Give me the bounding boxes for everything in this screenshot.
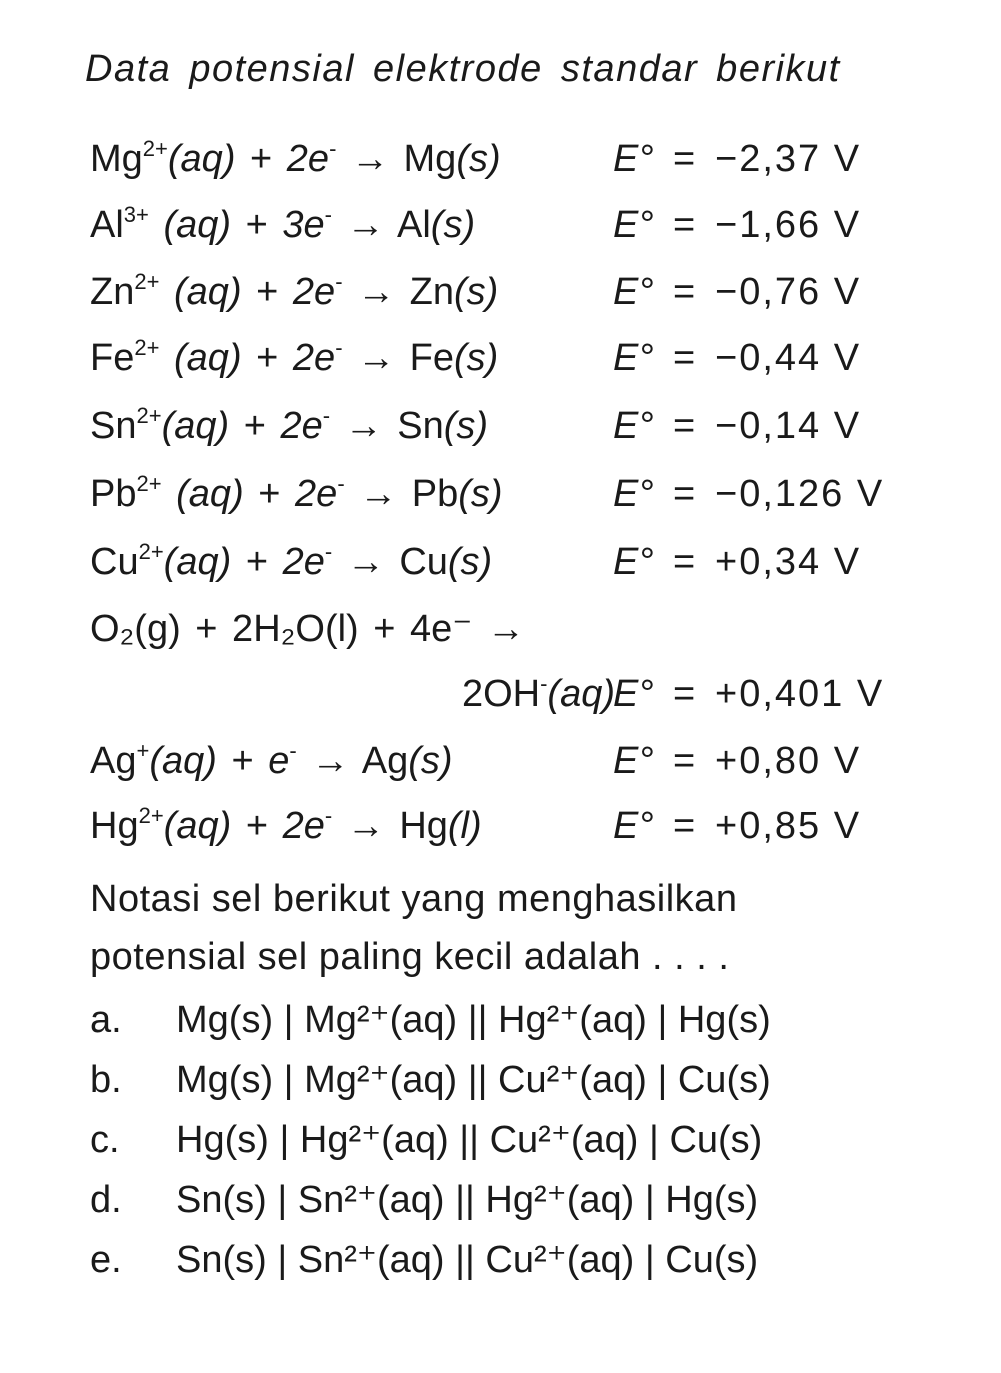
e0-symbol: E° bbox=[613, 271, 654, 313]
half-reaction: $Mg^{2+}(aq) + 2e^- \to Mg(s)$ bbox=[90, 136, 501, 180]
reaction-row-al bbox=[90, 197, 970, 253]
potential-value: +0,85 V bbox=[715, 805, 862, 847]
potential-value: −0,76 V bbox=[715, 271, 862, 313]
half-reaction-part2: 2OH-(aq) bbox=[461, 671, 615, 715]
reaction-row-mg bbox=[90, 131, 970, 187]
potential-value: −0,126 V bbox=[715, 473, 885, 515]
cell-notation: Hg(s) | Hg²⁺(aq) || Cu²⁺(aq) | Cu(s) bbox=[176, 1119, 763, 1161]
e0-symbol: E° bbox=[613, 405, 654, 447]
potential-value: −1,66 V bbox=[715, 204, 862, 246]
e0-symbol: E° bbox=[613, 473, 654, 515]
half-reaction: $Cu^{2+}(aq) + 2e^- \to Cu(s)$ bbox=[90, 539, 493, 583]
cell-notation: Sn(s) | Sn²⁺(aq) || Hg²⁺(aq) | Hg(s) bbox=[176, 1179, 759, 1221]
reaction-row-o2-line1 bbox=[90, 601, 970, 657]
equals-sign: = bbox=[673, 541, 696, 583]
option-e[interactable] bbox=[90, 1230, 950, 1290]
option-a[interactable] bbox=[90, 990, 950, 1050]
page-title: Data potensial elektrode standar berikut bbox=[85, 48, 841, 90]
potential-value: −0,44 V bbox=[715, 337, 862, 379]
half-reaction: $Hg^{2+}(aq) + 2e^- \to Hg(l)$ bbox=[90, 803, 482, 847]
equals-sign: = bbox=[673, 805, 696, 847]
half-reaction: Ag+(aq) + e- → Ag(s) bbox=[90, 738, 453, 782]
cell-notation: Mg(s) | Mg²⁺(aq) || Hg²⁺(aq) | Hg(s) bbox=[176, 999, 771, 1041]
equals-sign: = bbox=[673, 271, 696, 313]
reaction-row-hg bbox=[90, 798, 970, 854]
equals-sign: = bbox=[673, 204, 696, 246]
option-letter: a. bbox=[90, 999, 122, 1041]
potential-value: +0,401 V bbox=[715, 673, 885, 715]
e0-symbol: E° bbox=[613, 740, 654, 782]
equals-sign: = bbox=[673, 337, 696, 379]
potential-value: −0,14 V bbox=[715, 405, 862, 447]
reaction-row-zn bbox=[90, 264, 970, 320]
e0-symbol: E° bbox=[613, 337, 654, 379]
equals-sign: = bbox=[673, 405, 696, 447]
option-c[interactable] bbox=[90, 1110, 950, 1170]
half-reaction: $Pb^{2+}$ (aq) + 2e- → Pb(s) bbox=[90, 471, 503, 515]
half-reaction: $Sn^{2+}(aq) + 2e^- \to Sn(s)$ bbox=[90, 403, 489, 447]
equals-sign: = bbox=[673, 473, 696, 515]
option-letter: e. bbox=[90, 1239, 122, 1281]
e0-symbol: E° bbox=[613, 673, 654, 715]
option-d[interactable] bbox=[90, 1170, 950, 1230]
half-reaction: $Fe^{2+}$ (aq) + 2e- → Fe(s) bbox=[90, 335, 499, 379]
half-reaction: $Zn^{2+}$ (aq) + 2e- → Zn(s) bbox=[90, 269, 499, 313]
option-letter: d. bbox=[90, 1179, 122, 1221]
cell-notation: Sn(s) | Sn²⁺(aq) || Cu²⁺(aq) | Cu(s) bbox=[176, 1239, 759, 1281]
e0-symbol: E° bbox=[613, 138, 654, 180]
question-text: Notasi sel berikut yang menghasilkan potensial sel paling kecil adalah . . . . bbox=[90, 878, 738, 978]
reaction-row-pb bbox=[90, 466, 970, 522]
potential-value: +0,80 V bbox=[715, 740, 862, 782]
equals-sign: = bbox=[673, 740, 696, 782]
reaction-row-o2-line2 bbox=[90, 666, 970, 722]
e0-symbol: E° bbox=[613, 805, 654, 847]
half-reaction: $Al^{3+}$ (aq) + 3e- → Al(s) bbox=[90, 202, 476, 246]
reaction-row-ag bbox=[90, 733, 970, 789]
equals-sign: = bbox=[673, 138, 696, 180]
potential-value: −2,37 V bbox=[715, 138, 862, 180]
reaction-row-fe bbox=[90, 330, 970, 386]
reaction-row-cu bbox=[90, 534, 970, 590]
reaction-row-sn bbox=[90, 398, 970, 454]
e0-symbol: E° bbox=[613, 204, 654, 246]
option-letter: b. bbox=[90, 1059, 122, 1101]
e0-symbol: E° bbox=[613, 541, 654, 583]
potential-value: +0,34 V bbox=[715, 541, 862, 583]
option-letter: c. bbox=[90, 1119, 120, 1161]
option-b[interactable] bbox=[90, 1050, 950, 1110]
equals-sign: = bbox=[673, 673, 696, 715]
cell-notation: Mg(s) | Mg²⁺(aq) || Cu²⁺(aq) | Cu(s) bbox=[176, 1059, 771, 1101]
half-reaction-part1: O₂(g) + 2H₂O(l) + 4e⁻ → bbox=[90, 608, 525, 650]
